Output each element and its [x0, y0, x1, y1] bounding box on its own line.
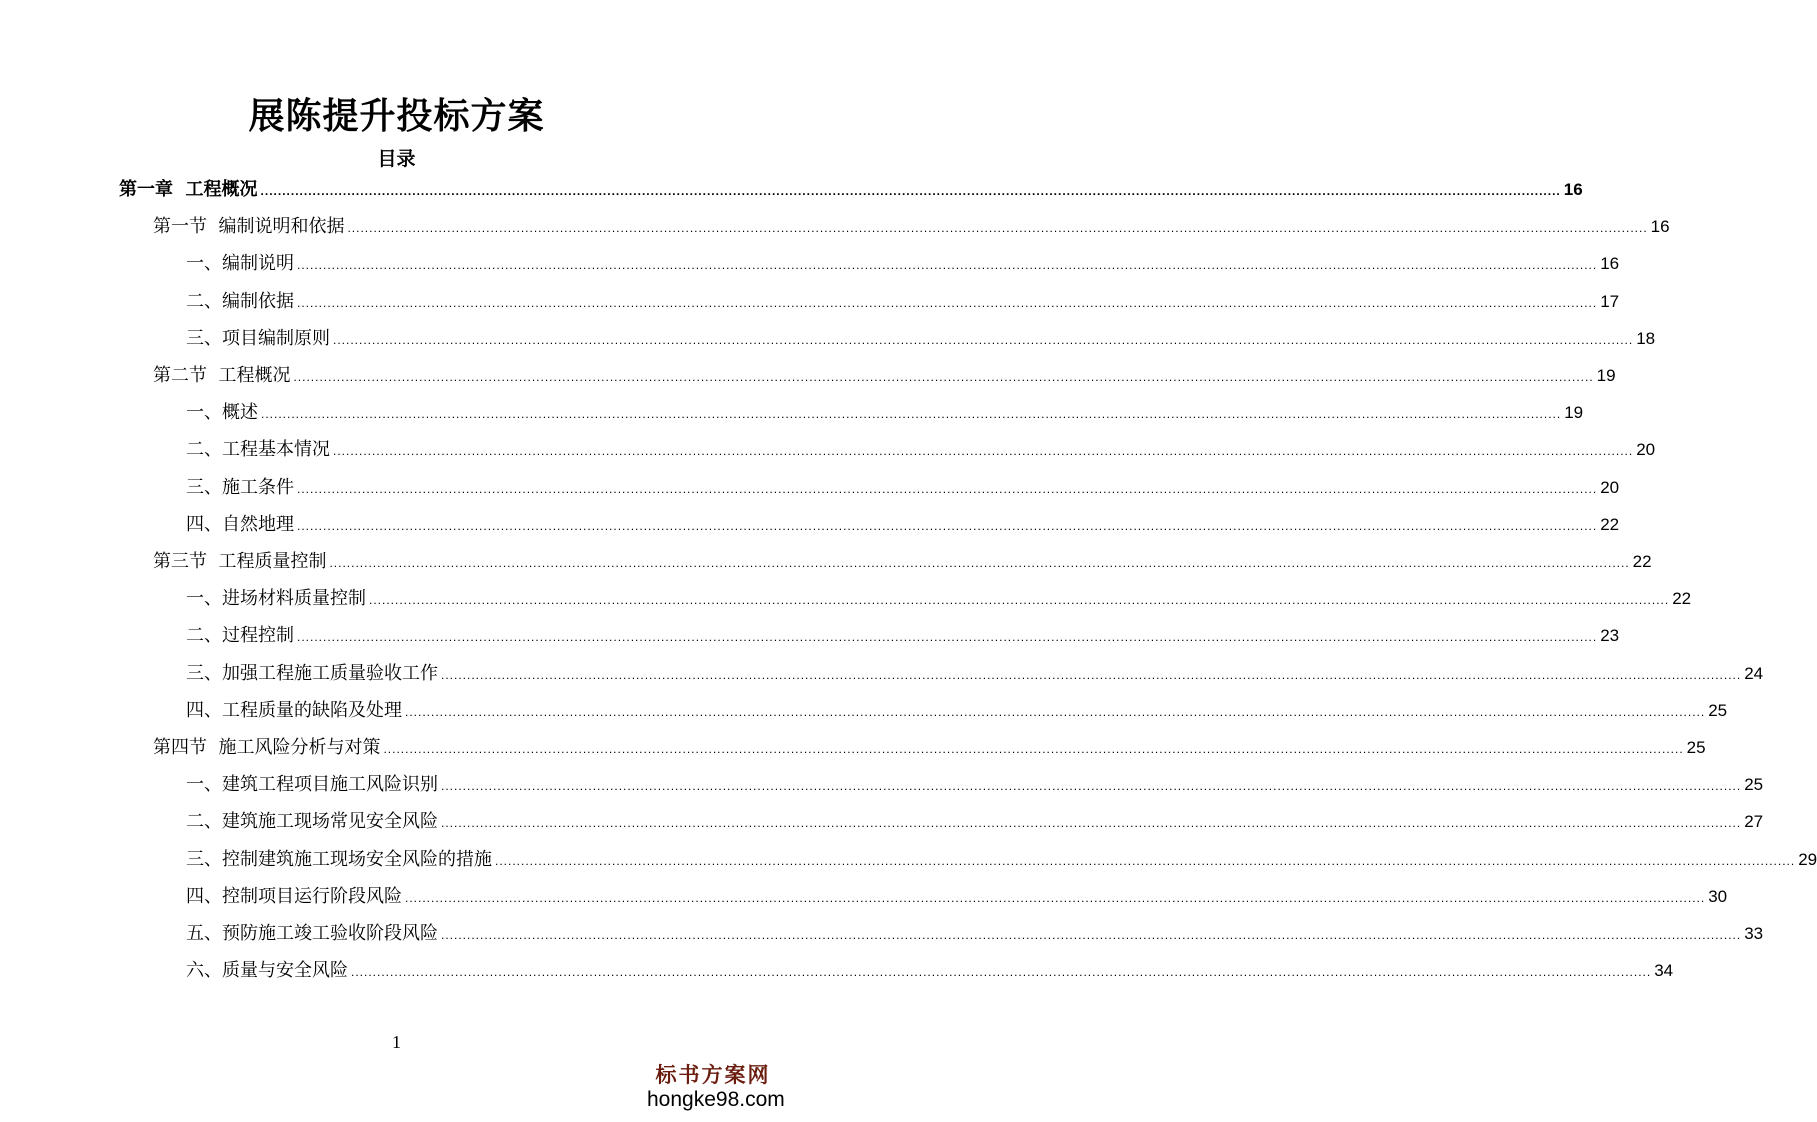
toc-entry-label: 四、自然地理 — [186, 513, 294, 535]
toc-entry-label: 五、预防施工竣工验收阶段风险 — [186, 923, 438, 944]
toc-entry-page: 16 — [1563, 180, 1583, 199]
document-title: 展陈提升投标方案 — [248, 96, 545, 137]
watermark-url: hongke98.com — [647, 1088, 785, 1111]
toc-entry-page: 18 — [1636, 328, 1656, 348]
toc-leader-dots: ............................................................................................................................................................................................................................................................................................................ — [441, 928, 1742, 942]
toc-entry-page: 17 — [1600, 291, 1620, 311]
toc-entry-label: 四、工程质量的缺陷及处理 — [186, 699, 402, 721]
toc-entry[interactable] — [186, 881, 1728, 913]
toc-entry-page: 19 — [1596, 366, 1616, 385]
toc-entry[interactable] — [186, 434, 1656, 466]
toc-entry[interactable] — [186, 620, 1620, 652]
toc-entry-page: 29 — [1798, 849, 1817, 869]
toc-entry-page: 23 — [1600, 626, 1620, 646]
toc-entry-page: 33 — [1744, 924, 1764, 943]
toc-entry-page: 25 — [1708, 700, 1728, 720]
toc-entry-label: 一、建筑工程项目施工风险识别 — [186, 774, 438, 796]
toc-leader-dots: ............................................................................................................................................................................................................................................................................................................ — [441, 816, 1742, 831]
toc-entry-page: 25 — [1744, 775, 1764, 795]
toc-entry-label: 第一章 工程概况 — [119, 179, 258, 200]
toc-entry-page: 22 — [1632, 552, 1652, 571]
toc-leader-dots: ............................................................................................................................................................................................................................................................................................................ — [297, 295, 1598, 310]
toc-leader-dots: ............................................................................................................................................................................................................................................................................................................ — [293, 370, 1594, 384]
toc-entry[interactable] — [186, 844, 1817, 876]
toc-entry-label: 四、控制项目运行阶段风险 — [186, 885, 402, 907]
toc-entry-label: 第三节 工程质量控制 — [153, 551, 327, 572]
toc-entry-label: 一、概述 — [186, 402, 258, 424]
toc-entry-label: 六、质量与安全风险 — [186, 960, 348, 982]
toc-entry-label: 一、进场材料质量控制 — [186, 588, 366, 610]
toc-entry-label: 三、施工条件 — [186, 476, 294, 498]
watermark — [647, 1062, 785, 1112]
toc-leader-dots: ............................................................................................................................................................................................................................................................................................................ — [441, 779, 1742, 794]
toc-entry-page: 30 — [1708, 886, 1728, 906]
page-number: 1 — [392, 1032, 401, 1052]
toc-entry[interactable] — [153, 360, 1616, 392]
toc-entry[interactable] — [153, 732, 1706, 764]
toc-leader-dots: ............................................................................................................................................................................................................................................................................................................ — [441, 667, 1742, 682]
toc-entry[interactable] — [186, 658, 1764, 690]
toc-entry-label: 三、项目编制原则 — [186, 327, 330, 349]
toc-entry[interactable] — [186, 323, 1656, 355]
toc-entry-label: 二、编制依据 — [186, 290, 294, 312]
toc-entry-page: 19 — [1564, 403, 1584, 423]
toc-entry-page: 22 — [1600, 514, 1620, 534]
toc-entry-page: 34 — [1654, 961, 1674, 981]
toc-entry-page: 20 — [1600, 477, 1620, 497]
toc-leader-dots: ............................................................................................................................................................................................................................................................................................................ — [297, 630, 1598, 645]
toc-entry-label: 二、建筑施工现场常见安全风险 — [186, 811, 438, 833]
toc-entry[interactable] — [186, 695, 1728, 727]
toc-leader-dots: ............................................................................................................................................................................................................................................................................................................ — [495, 853, 1796, 868]
toc-entry-label: 二、工程基本情况 — [186, 439, 330, 461]
toc-entry-page: 27 — [1744, 812, 1764, 832]
toc-entry-page: 22 — [1672, 589, 1692, 609]
toc-entry[interactable] — [186, 583, 1692, 615]
toc-leader-dots: ............................................................................................................................................................................................................................................................................................................ — [405, 890, 1706, 905]
toc-entry-label: 一、编制说明 — [186, 253, 294, 275]
toc-entry-page: 16 — [1650, 217, 1670, 237]
toc-entry-label: 第一节 编制说明和依据 — [153, 216, 345, 238]
toc-entry[interactable] — [119, 174, 1583, 206]
toc-entry[interactable] — [186, 918, 1764, 950]
toc-entry[interactable] — [186, 286, 1620, 318]
toc-entry-label: 三、加强工程施工质量验收工作 — [186, 662, 438, 684]
toc-entry[interactable] — [186, 248, 1620, 280]
toc-leader-dots: ............................................................................................................................................................................................................................................................................................................ — [383, 742, 1684, 756]
toc-entry[interactable] — [186, 955, 1674, 987]
toc-entry[interactable] — [186, 509, 1620, 541]
toc-entry[interactable] — [153, 546, 1652, 578]
toc-heading: 目录 — [377, 148, 416, 170]
toc-leader-dots: ............................................................................................................................................................................................................................................................................................................ — [347, 221, 1648, 236]
toc-leader-dots: ............................................................................................................................................................................................................................................................................................................ — [260, 184, 1561, 198]
toc-entry[interactable] — [186, 806, 1764, 838]
toc-leader-dots: ............................................................................................................................................................................................................................................................................................................ — [297, 258, 1598, 273]
toc-entry-page: 16 — [1600, 254, 1620, 274]
toc-entry-label: 第四节 施工风险分析与对策 — [153, 737, 381, 758]
toc-entry-page: 20 — [1636, 440, 1656, 460]
toc-leader-dots: ............................................................................................................................................................................................................................................................................................................ — [405, 704, 1706, 719]
toc-entry[interactable] — [153, 211, 1670, 243]
toc-leader-dots: ............................................................................................................................................................................................................................................................................................................ — [369, 593, 1670, 608]
toc-entry-label: 三、控制建筑施工现场安全风险的措施 — [186, 848, 492, 870]
toc-entry[interactable] — [186, 397, 1584, 429]
toc-entry-label: 二、过程控制 — [186, 625, 294, 647]
toc-leader-dots: ............................................................................................................................................................................................................................................................................................................ — [297, 481, 1598, 496]
toc-leader-dots: ............................................................................................................................................................................................................................................................................................................ — [329, 556, 1630, 570]
toc-leader-dots: ............................................................................................................................................................................................................................................................................................................ — [297, 518, 1598, 533]
toc-leader-dots: ............................................................................................................................................................................................................................................................................................................ — [351, 965, 1652, 980]
toc-leader-dots: ............................................................................................................................................................................................................................................................................................................ — [333, 444, 1634, 459]
toc-entry[interactable] — [186, 769, 1764, 801]
toc-entry[interactable] — [186, 472, 1620, 504]
watermark-text: 标书方案网 — [655, 1062, 771, 1087]
toc-entry-page: 24 — [1744, 663, 1764, 683]
toc-leader-dots: ............................................................................................................................................................................................................................................................................................................ — [333, 332, 1634, 347]
toc-leader-dots: ............................................................................................................................................................................................................................................................................................................ — [261, 407, 1562, 422]
toc-entry-label: 第二节 工程概况 — [153, 365, 291, 386]
toc-entry-page: 25 — [1686, 738, 1706, 757]
